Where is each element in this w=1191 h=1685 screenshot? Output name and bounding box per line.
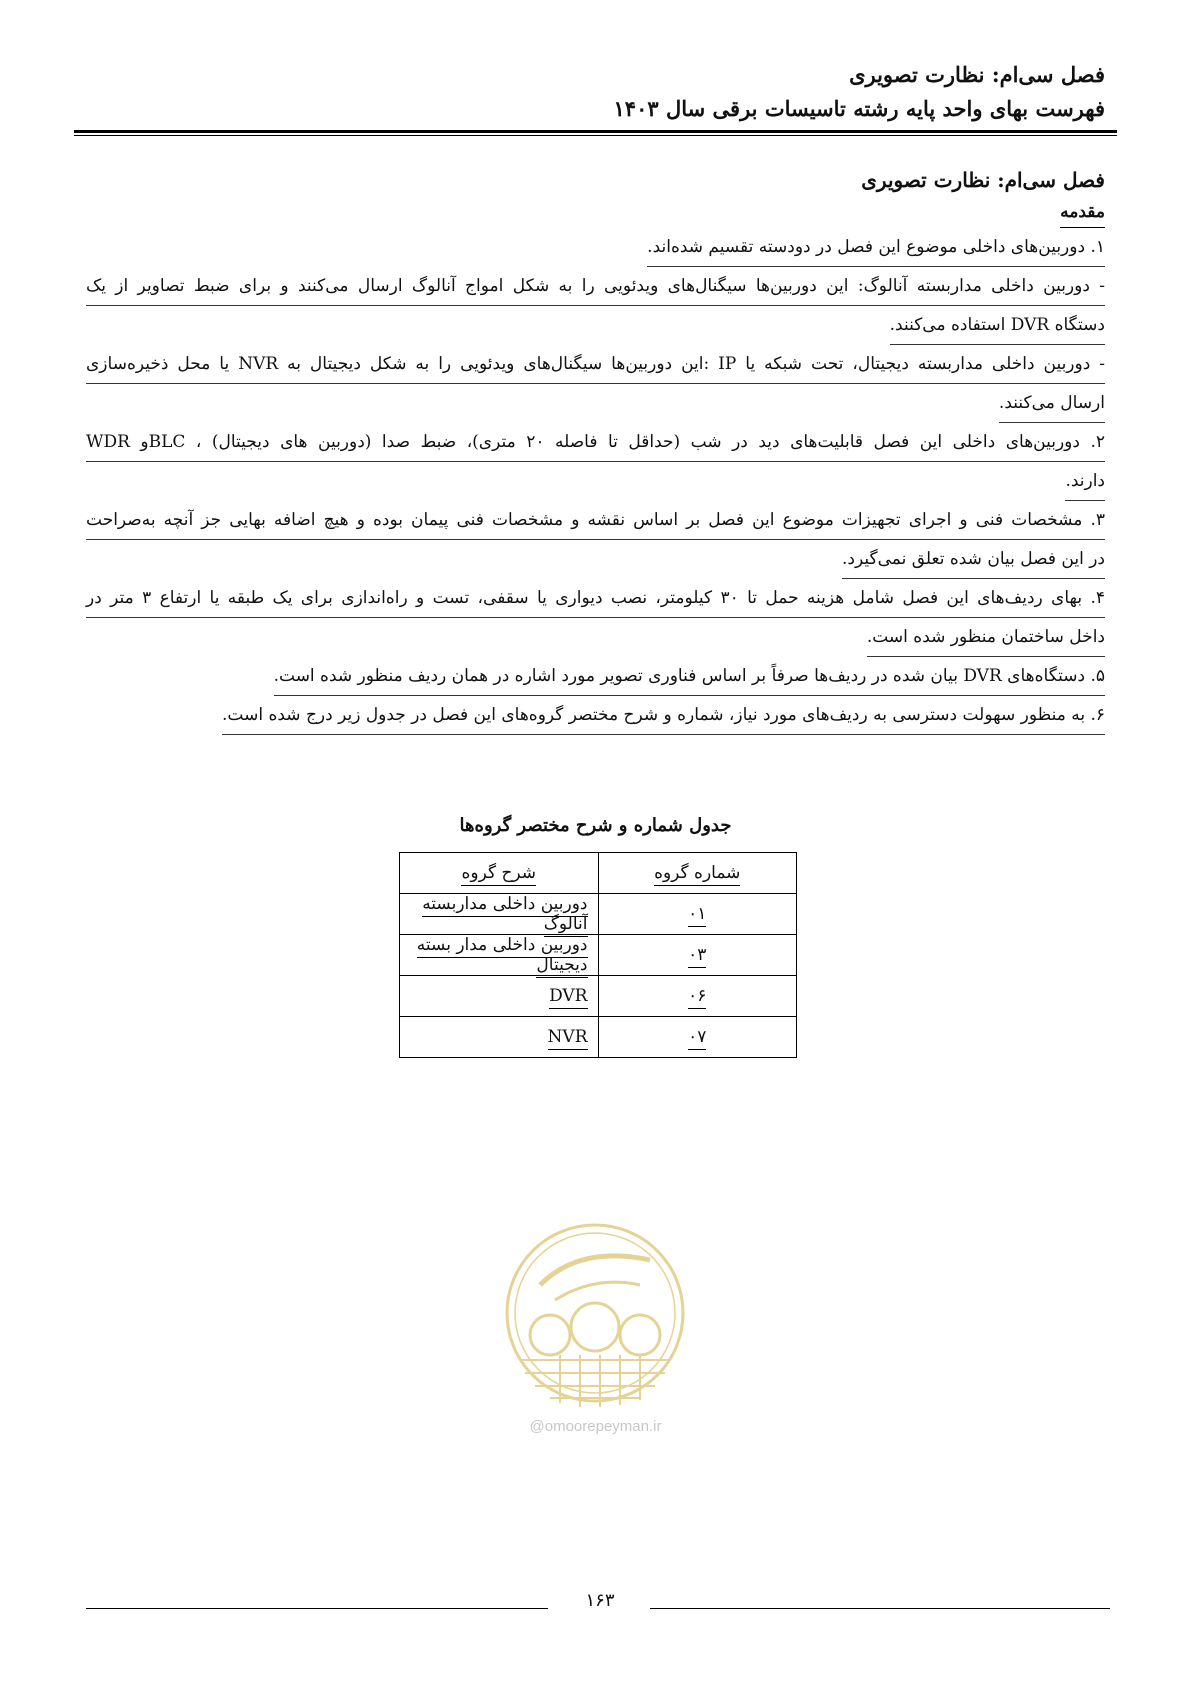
paragraph-line: ۵. دستگاه‌های DVR بیان شده در ردیف‌ها صرفاً بر اساس فناوری تصویر مورد اشاره در همان ردیف منظور شده است. [274,657,1105,696]
paragraph-line: ۶. به منظور سهولت دسترسی به ردیف‌های مورد نیاز، شماره و شرح مختصر گروه‌های این فصل در جدول زیر درج شده است. [222,696,1105,735]
col-header-desc: شرح گروه [400,853,599,894]
paragraph-line: ۱. دوربین‌های داخلی موضوع این فصل در دودسته تقسیم شده‌اند. [647,228,1105,267]
paragraph-line: - دوربین داخلی مداربسته دیجیتال، تحت شبکه یا IP :این دوربین‌ها سیگنال‌های ویدئویی را به شکل دیجیتال به NVR یا محل ذخیره‌سازی [86,345,1105,384]
header-rule-thick [74,130,1117,133]
header-rule-thin [74,135,1117,136]
document-body [86,163,1105,735]
paragraph-line: ۴. بهای ردیف‌های این فصل شامل هزینه حمل تا ۳۰ کیلومتر، نصب دیواری یا سقفی، تست و راه‌اندازی برای یک طبقه یا ارتفاع ۳ متر در [86,579,1105,618]
paragraph-line: - دوربین داخلی مداربسته آنالوگ: این دوربین‌ها سیگنال‌های ویدئویی را به شکل امواج آنالوگ ارسال می‌کنند و برای ضبط تصاویر از یک [86,267,1105,306]
paragraph-line: در این فصل بیان شده تعلق نمی‌گیرد. [842,540,1105,579]
table-title: جدول شماره و شرح مختصر گروه‌ها [459,815,732,836]
paragraph-line: ارسال می‌کنند. [999,384,1105,423]
group-number: ۰۷ [598,1017,797,1058]
paragraph-line: دستگاه DVR استفاده می‌کنند. [890,306,1105,345]
page-number: ۱۶۳ [585,1590,615,1611]
paragraph-line: داخل ساختمان منظور شده است. [867,618,1105,657]
table-row [400,894,797,935]
intro-heading: مقدمه [1060,197,1105,228]
group-desc: DVR [400,976,599,1017]
omoore-peyman-seal-logo [500,1215,690,1415]
table-row [400,935,797,976]
table-header-row [400,853,797,894]
footer-rule-right [650,1608,1110,1609]
header-book-title: فهرست بهای واحد پایه رشته تاسیسات برقی سال ۱۴۰۳ [613,96,1105,121]
col-header-number: شماره گروه [598,853,797,894]
group-number: ۰۳ [598,935,797,976]
footer-rule-left [86,1608,548,1609]
group-number: ۰۶ [598,976,797,1017]
chapter-title: فصل سی‌ام: نظارت تصویری [861,168,1105,192]
seal-url: @omoorepeyman.ir [529,1418,662,1435]
group-desc: NVR [400,1017,599,1058]
group-number: ۰۱ [598,894,797,935]
paragraph-line: ۲. دوربین‌های داخلی این فصل قابلیت‌های دید در شب (حداقل تا فاصله ۲۰ متری)، ضبط صدا (دوربین های دیجیتال) ، BLCو WDR [86,423,1105,462]
table-row [400,976,797,1017]
header-chapter-title: فصل سی‌ام: نظارت تصویری [849,62,1105,87]
table-row [400,1017,797,1058]
paragraph-line: ۳. مشخصات فنی و اجرای تجهیزات موضوع این فصل بر اساس نقشه و مشخصات فنی پیمان بوده و هیچ اضافه بهایی جز آنچه به‌صراحت [86,501,1105,540]
group-desc: دوربین داخلی مداربسته آنالوگ [400,894,599,935]
paragraph-line: دارند. [1065,462,1105,501]
group-desc: دوربین داخلی مدار بسته دیجیتال [400,935,599,976]
page-header [86,58,1105,126]
group-table [399,852,797,1058]
